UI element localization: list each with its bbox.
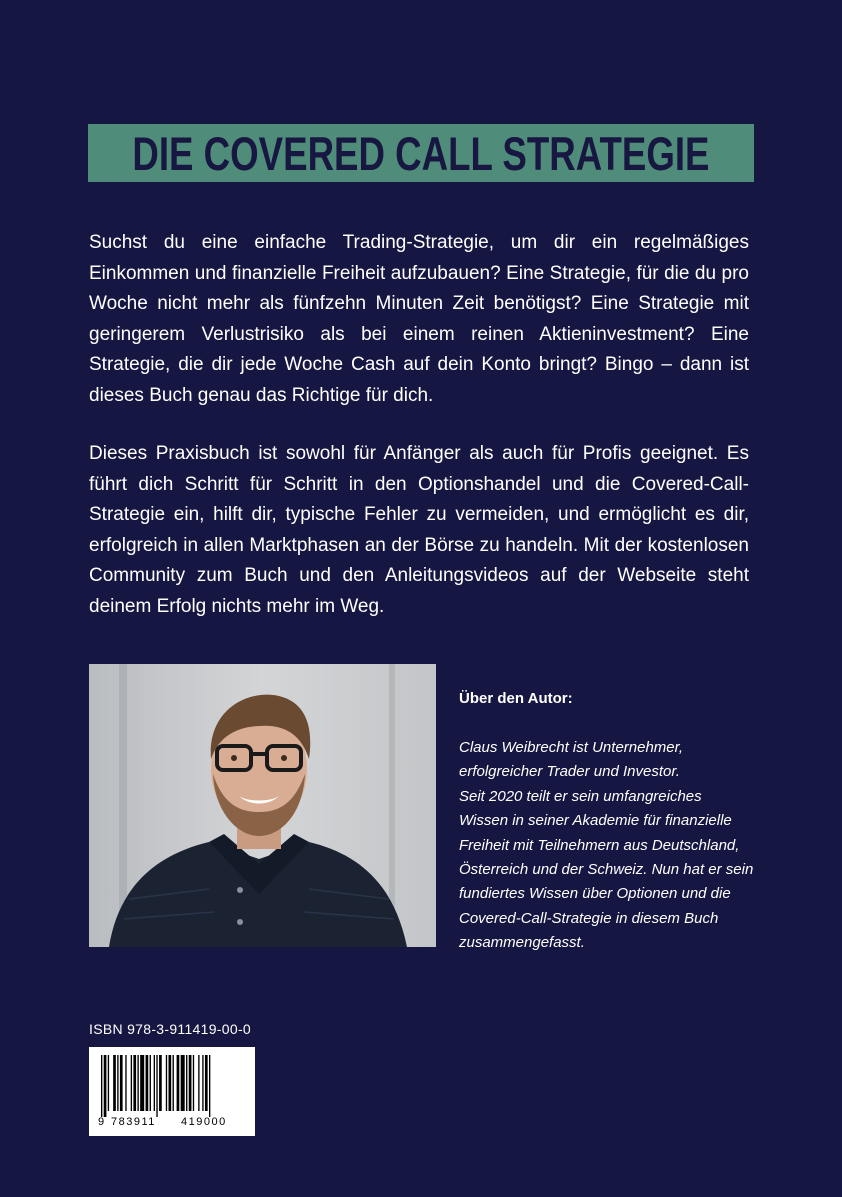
barcode-bar — [146, 1055, 149, 1111]
barcode-bar — [125, 1055, 126, 1111]
author-bio-line: Seit 2020 teilt er sein umfangreiches — [459, 787, 702, 805]
barcode-digit-left: 9 — [98, 1116, 105, 1128]
author-bio-line: Wissen in seiner Akademie für finanzielle — [459, 812, 732, 830]
barcode-bar — [104, 1055, 107, 1117]
barcode-bar — [108, 1055, 109, 1111]
author-photo — [89, 664, 436, 947]
description-paragraph-2: Dieses Praxisbuch ist sowohl für Anfänger als auch für Profis geeignet. Es führt dich Schritt für Schritt in den Optionshandel und die Covered-Call-Strategie ein, hilft dir, typische Fehler zu vermeiden, und ermöglicht es dir, erfolgreich in allen Marktphasen an der Börse zu handeln. Mit der kostenlosen Community zum Buch und den Anleitungsvideos auf der Webseite steht deinem Erfolg nichts mehr im Weg. — [89, 443, 749, 617]
barcode-bar — [173, 1055, 174, 1111]
barcode-bar — [113, 1055, 116, 1111]
author-bio-line: zusammengefasst. — [459, 934, 585, 952]
barcode-bar — [205, 1055, 208, 1111]
barcode-bar — [177, 1055, 180, 1111]
barcode-bar — [198, 1055, 199, 1111]
barcode-group-1: 783911 — [111, 1116, 156, 1128]
barcode-bar — [154, 1055, 155, 1111]
barcode-bar — [189, 1055, 192, 1111]
description-paragraph-1: Suchst du eine einfache Trading-Strategie, um dir ein regelmäßiges Einkommen und finanzielle Freiheit aufzubauen? Eine Strategie, für die du pro Woche nicht mehr als fünfzehn Minuten Zeit benötigst? Eine Strategie mit geringerem Verlustrisiko als bei einem reinen Aktieninvestment? Eine Strategie, die dir jede Woche Cash auf dein Konto bringt? Bingo – dann ist dieses Buch genau das Richtige für dich. — [89, 232, 749, 406]
barcode-bar — [137, 1055, 138, 1111]
author-bio-line: Österreich und der Schweiz. Nun hat er sein — [459, 861, 754, 879]
barcode-bar — [209, 1055, 210, 1117]
barcode-bar — [166, 1055, 167, 1111]
barcode-bar — [133, 1055, 136, 1111]
barcode-group-2: 419000 — [181, 1116, 227, 1128]
barcode-bar — [131, 1055, 132, 1111]
barcode-bar — [159, 1055, 162, 1111]
barcode-bar — [169, 1055, 172, 1111]
barcode-bar — [117, 1055, 118, 1111]
isbn-barcode — [89, 1047, 255, 1136]
barcode-bar — [202, 1055, 203, 1111]
barcode-bar — [120, 1055, 123, 1111]
barcode-bar — [193, 1055, 194, 1111]
barcode-bar — [150, 1055, 151, 1111]
author-bio-line: Covered-Call-Strategie in diesem Buch — [459, 909, 719, 927]
author-bio-line: Freiheit mit Teilnehmern aus Deutschland, — [459, 836, 740, 854]
book-title: DIE COVERED CALL STRATEGIE — [132, 126, 710, 180]
barcode-bar — [140, 1055, 144, 1111]
author-heading: Über den Autor: — [459, 690, 573, 707]
author-bio-line: Claus Weibrecht ist Unternehmer, — [459, 739, 683, 756]
barcode-bar — [156, 1055, 157, 1117]
title-banner — [88, 124, 754, 182]
barcode-bar — [181, 1055, 185, 1111]
author-bio-line: fundiertes Wissen über Optionen und die — [459, 885, 731, 903]
barcode-bar — [101, 1055, 102, 1117]
author-bio — [459, 736, 789, 956]
barcode-bar — [186, 1055, 187, 1111]
isbn-label: ISBN 978-3-911419-00-0 — [89, 1021, 251, 1037]
author-bio-line: erfolgreicher Trader und Investor. — [459, 763, 680, 781]
